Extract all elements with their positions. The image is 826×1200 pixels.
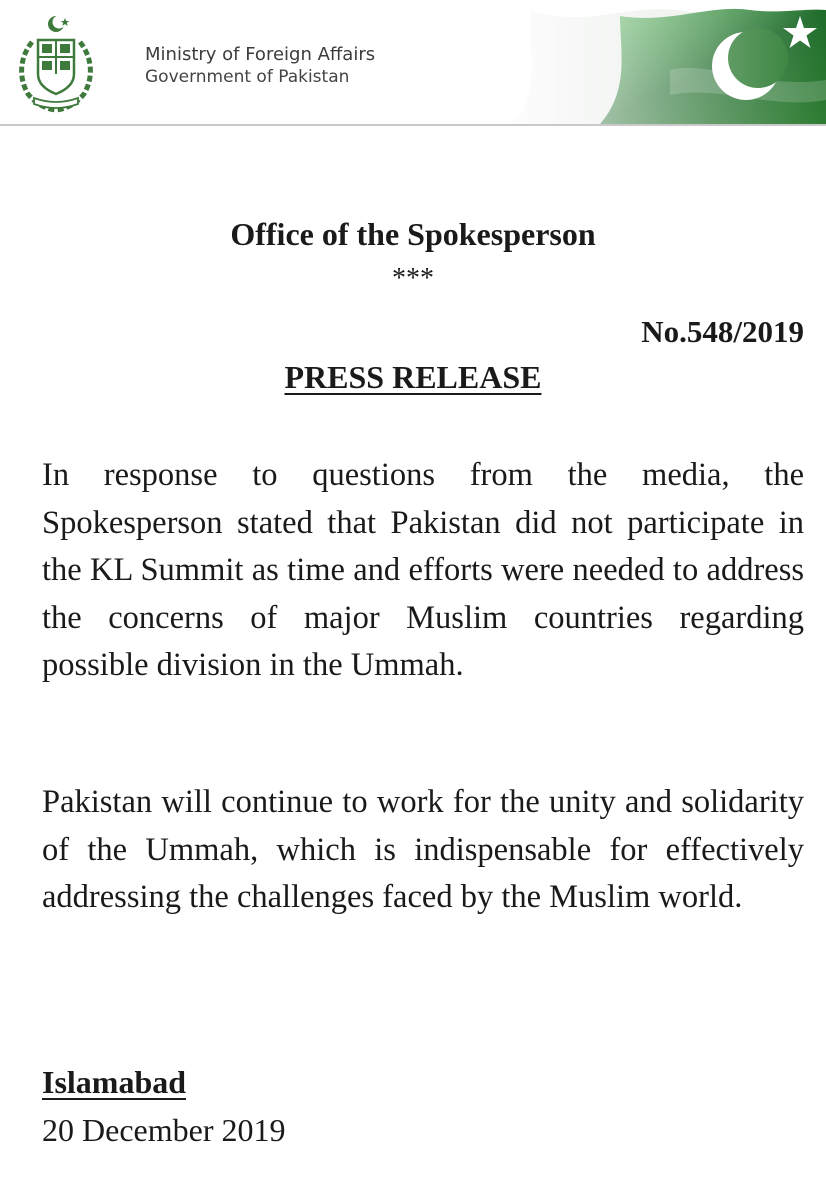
ministry-name: Ministry of Foreign Affairs <box>145 44 376 65</box>
issue-date: 20 December 2019 <box>42 1112 286 1148</box>
government-name: Government of Pakistan <box>145 67 350 87</box>
separator-stars: *** <box>392 263 434 294</box>
office-title: Office of the Spokesperson <box>230 216 596 252</box>
body-paragraph-2: Pakistan will continue to work for the unity and solidarity of the Ummah, which is indispensable for effectively addressing the challenges faced by the Muslim world. <box>42 784 804 915</box>
press-release-heading-text: PRESS RELEASE <box>284 359 542 395</box>
issue-place: Islamabad <box>42 1064 187 1100</box>
press-release-heading <box>0 357 826 397</box>
state-emblem-icon <box>10 12 102 114</box>
letterhead <box>0 0 826 126</box>
reference-number: No.548/2019 <box>641 314 804 349</box>
ministry-name-block <box>145 44 375 88</box>
pakistan-flag-icon <box>470 0 826 124</box>
body-paragraph-1: In response to questions from the media, the Spokesperson stated that Pakistan did not participate in the KL Summit as time and efforts were needed to address the concerns of major Muslim countries regarding possible division in the Ummah. <box>42 457 804 683</box>
